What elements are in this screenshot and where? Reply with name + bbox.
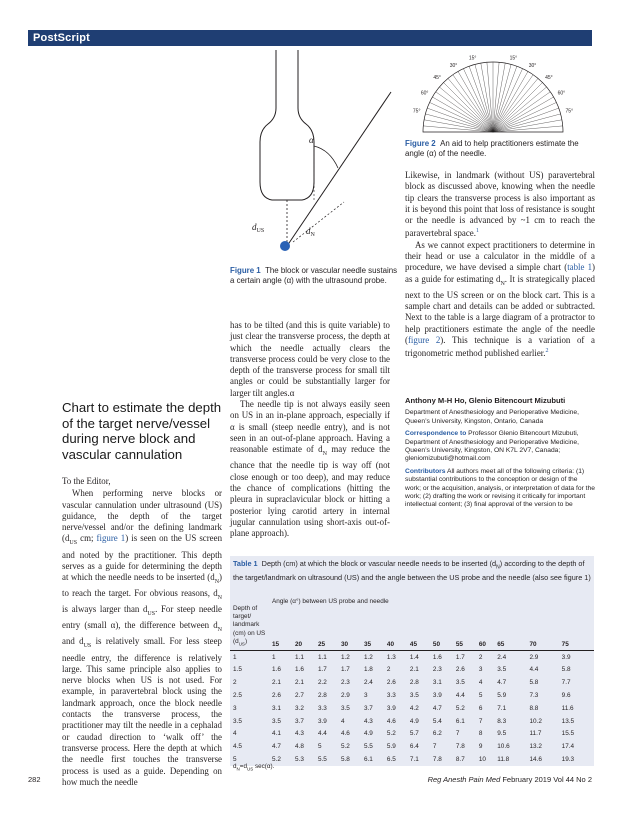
table1-value-cell: 5.3 <box>295 753 318 766</box>
table1-angle-header: 55 <box>455 640 463 648</box>
table1-value-cell: 2.1 <box>409 666 419 674</box>
table1-value-cell: 4.6 <box>386 717 396 725</box>
table1-value-cell: 11.6 <box>562 702 594 715</box>
table1-depth-cell: 5 <box>230 753 272 766</box>
table1-value-cell: 4.3 <box>363 717 373 725</box>
table-row <box>230 728 594 741</box>
table1-value-cell: 6.1 <box>455 717 465 725</box>
table1-value-cell: 4.7 <box>497 676 529 689</box>
protractor-ray <box>493 62 499 132</box>
protractor-angle-label: 75° <box>412 108 421 115</box>
table1-value-cell: 2.3 <box>432 666 442 674</box>
table1-footnote: $d_N=d_{US}$ sec(α). <box>233 763 275 772</box>
table1-value-cell: 4.4 <box>318 728 341 741</box>
table1-value-cell: 5 <box>478 692 483 700</box>
figure1-dn-label: $d_N$ <box>306 226 315 238</box>
protractor-ray <box>475 64 493 132</box>
table1-value-cell: 3.9 <box>317 717 327 725</box>
table1-value-cell: 1.6 <box>433 651 456 664</box>
table1-value-cell: 3.5 <box>456 676 479 689</box>
table1-value-cell: 11.7 <box>529 728 561 741</box>
table1-value-cell: 4.7 <box>272 743 281 751</box>
table1-value-cell: 2.6 <box>272 692 281 700</box>
table1-value-cell: 5.9 <box>497 692 507 700</box>
table1-value-cell: 3.1 <box>272 702 295 715</box>
table1-value-cell: 3.2 <box>295 702 318 715</box>
table1-value-cell: 6.5 <box>387 753 410 766</box>
protractor-ray <box>493 126 563 132</box>
table1-value-cell: 5.5 <box>363 743 373 751</box>
table1-value-cell: 3.3 <box>318 702 341 715</box>
table1-value-cell: 10 <box>479 753 497 766</box>
protractor-angle-label: 60° <box>420 90 429 97</box>
protractor-ray <box>493 69 523 132</box>
protractor-angle-label: 45° <box>433 75 441 81</box>
table1-value-cell: 1.1 <box>295 651 318 664</box>
protractor-angle-label: 45° <box>545 75 553 81</box>
table1-value-cell: 7 <box>478 717 483 725</box>
table1-value-cell: 1.7 <box>317 666 327 674</box>
protractor-angle-label: 15° <box>468 55 477 62</box>
table-row <box>230 689 594 702</box>
needle-line <box>287 92 391 246</box>
table1-value-cell: 2.1 <box>272 676 295 689</box>
table1-value-cell: 2.6 <box>387 676 410 689</box>
figure1-caption <box>230 266 398 286</box>
table1-value-cell: 2.3 <box>341 676 364 689</box>
table1-value-cell: 8.7 <box>456 753 479 766</box>
figure2-label: Figure 2 <box>405 139 436 148</box>
table1-depth-cell: 3 <box>230 702 272 715</box>
table1-depth-cell: 2.5 <box>233 692 242 700</box>
table1-value-cell: 1.6 <box>272 666 281 674</box>
table1-angle-header: 30 <box>340 640 349 648</box>
table-row <box>230 702 594 715</box>
table1-value-cell: 3 <box>478 666 483 674</box>
table1-depth-cell: 2 <box>230 676 272 689</box>
table-row <box>230 753 594 766</box>
table1-value-cell: 2.9 <box>529 651 561 664</box>
table1-value-cell: 2.6 <box>455 666 465 674</box>
table1-angle-header: 40 <box>386 640 395 648</box>
table1-value-cell: 6 <box>479 702 497 715</box>
table1-value-cell: 8 <box>479 728 497 741</box>
table1-value-cell: 3.3 <box>386 692 396 700</box>
table1-value-cell: 3.7 <box>294 717 304 725</box>
table1-value-cell: 7 <box>456 728 479 741</box>
table1-value-cell: 6.4 <box>409 743 419 751</box>
table1-value-cell: 3.9 <box>387 702 410 715</box>
journal-citation: Reg Anesth Pain Med February 2019 Vol 44 No 2 <box>427 775 592 784</box>
table1-value-cell: 5.8 <box>529 676 561 689</box>
table1-body <box>230 651 594 766</box>
table1-value-cell: 3.5 <box>341 702 364 715</box>
table1-value-cell: 5.2 <box>387 728 410 741</box>
table1-depth-header: Depth of target/ landmark (cm) on US $(d_{US})$ <box>233 605 266 647</box>
table1-value-cell: 9.5 <box>497 728 529 741</box>
author-block <box>405 397 595 510</box>
table1-value-cell: 7 <box>432 743 437 751</box>
protractor-angle-label: 60° <box>557 90 566 97</box>
table1-depth-cell: 1.5 <box>233 666 242 674</box>
table1-depth-cell: 4 <box>230 728 272 741</box>
protractor-ray <box>423 126 493 132</box>
table1-value-cell: 4.6 <box>341 728 364 741</box>
protractor-ray <box>493 114 561 132</box>
table1-value-cell: 5.8 <box>561 666 571 674</box>
page-number: 282 <box>28 775 41 784</box>
table1-value-cell: 2.2 <box>318 676 341 689</box>
table1-angle-header: 70 <box>529 640 537 648</box>
table1-value-cell: 1 <box>272 651 295 664</box>
protractor-angle-label: 30° <box>528 63 537 69</box>
table1-value-cell: 5.8 <box>341 753 364 766</box>
table1-value-cell: 19.3 <box>562 753 594 766</box>
table1-value-cell: 3.1 <box>433 676 456 689</box>
table1-value-cell: 3.5 <box>272 717 281 725</box>
table1-value-cell: 2.4 <box>364 676 387 689</box>
table1-value-cell: 1.2 <box>341 651 364 664</box>
table1-value-cell: 2 <box>479 651 497 664</box>
author-names: Anthony M-H Ho, Glenio Bitencourt Mizubuti <box>405 396 566 405</box>
table1-angle-header: 15 <box>272 640 280 648</box>
middle-column <box>230 320 390 539</box>
paragraph-1: When performing nerve blocks or vascular cannulation under ultrasound (US) guidance, the depth of the target nerve/vessel and/or the defining landmark ($d_{US}$ cm; figure 1) is seen on the US screen and noted by the practitioner. This depth serves as a guide for determining the depth at which the needle needs to be inserted $(d_N)$ to reach the target. For obvious reasons, $d_N$ is always larger than $d_{US}$. For steep needle entry (small α), the difference between $d_N$ and $d_{US}$ is relatively small. For less steep needle entry, the difference is relatively large. This same principle also applies to nerve blocks when US is not used. For example, in paravertebral block using the landmark approach, once the block needle contacts the transverse process, the practitioner may tilt the needle in a cephalad or caudad direction to ‘walk off’ the transverse process. Here the depth at which the needle first touches the transverse process is used as a guide. Depending on how much the needle <box>62 488 223 787</box>
table1-value-cell: 11.8 <box>497 753 529 766</box>
table1-value-cell: 5.7 <box>410 728 433 741</box>
table1-value-cell: 3.7 <box>364 702 387 715</box>
table1-value-cell: 8.8 <box>529 702 561 715</box>
table-row <box>230 664 594 677</box>
table1-depth-cell: 3.5 <box>233 717 242 725</box>
table1-value-cell: 2.7 <box>294 692 304 700</box>
table1-value-cell: 3.9 <box>562 651 594 664</box>
protractor-ray <box>463 69 493 132</box>
figure1-caption-text: The block or vascular needle sustains a certain angle (α) with the ultrasound probe. <box>230 266 398 286</box>
table1-value-cell: 5.2 <box>456 702 479 715</box>
protractor-angle-label: 15° <box>509 55 518 62</box>
table1-angle-row <box>230 638 594 651</box>
table1-value-cell: 4.3 <box>295 728 318 741</box>
left-column <box>62 476 222 788</box>
table1-value-cell: 3.5 <box>409 692 419 700</box>
table1-value-cell: 6.1 <box>364 753 387 766</box>
table-row <box>230 651 594 664</box>
paragraph-2-continued: has to be tilted (and this is quite variable) to just clear the transverse process, the depth at which the needle actually clears the transverse process could be very close to the depth of the transverse process for small tilt angles or could be substantially larger for larger tilt angles.α <box>230 320 390 398</box>
table1-value-cell: 13.5 <box>561 717 575 725</box>
table1-value-cell: 15.5 <box>562 728 594 741</box>
table1-angle-header: 25 <box>317 640 326 648</box>
table1-value-cell: 2.4 <box>497 651 529 664</box>
table1-angle-header: 20 <box>294 640 303 648</box>
figure1-link[interactable]: figure 1 <box>96 533 126 544</box>
paragraph-5: As we cannot expect practitioners to determine in their head or use a calculator in the middle of a procedure, we have devised a simple chart (table 1) as a guide for estimating $d_N$. It is strategically placed next to the US screen or on the block cart. This is a sample chart and details can be added or subtracted. Next to the table is a large diagram of a protractor to help practitioners estimate the angle of the needle (figure 2). This technique is a variation of a trigonometric method published earlier.$^2$ <box>405 239 595 359</box>
table1-value-cell: 1.1 <box>318 651 341 664</box>
table1-value-cell: 3.5 <box>497 666 507 674</box>
table1-value-cell: 1.8 <box>363 666 373 674</box>
figure1-alpha-label: α <box>309 135 314 145</box>
figure2-caption-text: An aid to help practitioners estimate the angle (α) of the needle. <box>405 139 579 159</box>
protractor-ray <box>493 64 511 132</box>
table1-angle-group-header: Angle (α°) between US probe and needle <box>272 598 389 605</box>
figure1-dus-label: $d_{US}$ <box>252 222 265 234</box>
table1-value-cell: 1.3 <box>387 651 410 664</box>
table1-value-cell: 2.8 <box>317 692 327 700</box>
table1-value-cell: 2 <box>386 666 391 674</box>
table1-value-cell: 4.8 <box>294 743 304 751</box>
table1-value-cell: 1.2 <box>364 651 387 664</box>
table1-value-cell: 1.4 <box>410 651 433 664</box>
table1-caption: Table 1 Depth (cm) at which the block or vascular needle needs to be inserted $(d_N)$ according to the depth of the target/landmark on ultrasound (US) and the angle between the US probe and the needle (also see figure 1) <box>233 559 591 582</box>
affiliation: Department of Anesthesiology and Perioperative Medicine, Queen’s University, Kingston, Ontario, Canada <box>405 409 579 425</box>
table1-depth-cell: 4.5 <box>233 743 242 751</box>
figure2-link[interactable]: figure 2 <box>407 334 441 345</box>
table1-value-cell: 4.4 <box>529 666 539 674</box>
table1-value-cell: 8.3 <box>497 717 507 725</box>
table1-value-cell: 4.9 <box>364 728 387 741</box>
protractor-angle-label: 30° <box>449 63 458 69</box>
table1-angle-header: 60 <box>478 640 486 648</box>
table1-value-cell: 3.9 <box>432 692 442 700</box>
table1-value-cell: 10.2 <box>529 717 542 725</box>
table1-value-cell: 2.1 <box>295 676 318 689</box>
alpha-arc <box>314 146 338 168</box>
table1-depth-cell: 1 <box>230 651 272 664</box>
table1-value-cell: 9.6 <box>561 692 571 700</box>
protractor-angle-label: 75° <box>565 108 574 115</box>
table1-value-cell: 4 <box>479 676 497 689</box>
correspondence: Correspondence to Professor Glenio Bitencourt Mizubuti, Department of Anesthesiology and Perioperative Medicine, Queen’s University, Kingston, ON K7L 2V7, Canada; gleniomizubuti@hotmail.com <box>405 430 579 463</box>
table1-angle-header: 35 <box>363 640 372 648</box>
table1-value-cell: 4.1 <box>272 728 295 741</box>
table1-value-cell: 17.4 <box>561 743 575 751</box>
table1-angle-header: 50 <box>432 640 440 648</box>
table1-value-cell: 4.4 <box>455 692 465 700</box>
table1-value-cell: 4 <box>340 717 345 725</box>
protractor-ray <box>425 114 493 132</box>
table1-value-cell: 9 <box>478 743 483 751</box>
contributors: Contributors All authors meet all of the following criteria: (1) substantial contributions to the conception or design of the work; or the acquisition, analysis, or interpretation of data for the work; (2) drafting the work or revising it critically for important intellectual content; (3) final approval of the version to be <box>405 467 595 509</box>
protractor-ray <box>487 62 493 132</box>
figure1-label: Figure 1 <box>230 266 261 275</box>
table1-value-cell: 6.2 <box>433 728 456 741</box>
figure2-protractor <box>398 50 584 136</box>
table1-value-cell: 14.6 <box>529 753 561 766</box>
table1-value-cell: 5.4 <box>432 717 442 725</box>
table1-value-cell: 7.3 <box>529 692 539 700</box>
table1-value-cell: 1.7 <box>340 666 350 674</box>
table1-angle-header: 45 <box>409 640 418 648</box>
table1-value-cell: 10.6 <box>497 743 510 751</box>
table1-value-cell: 5 <box>317 743 322 751</box>
table-row <box>230 676 594 689</box>
section-banner <box>28 30 592 46</box>
table1-value-cell: 2.8 <box>410 676 433 689</box>
protractor-ray <box>430 102 493 132</box>
paragraph-3: The needle tip is not always easily seen on US in an in-plane approach, especially if α is small (steep needle entry), and is not seen in an out-of-plane approach. Having a reasonable estimate of $d_N$ may reduce the chance that the needle tip is way off (not close enough or too deep), and may reduce the chance of complications (hitting the pleura in supraclavicular block or hitting a posterior lying carotid artery in internal jugular cannulation using short-axis out-of-plane approach). <box>230 399 390 539</box>
needle-depth-line <box>293 202 344 242</box>
protractor-ray <box>493 102 556 132</box>
table-row <box>230 740 594 753</box>
target-circle <box>280 241 290 251</box>
table1-value-cell: 7.8 <box>433 753 456 766</box>
table1 <box>230 596 594 766</box>
table1-value-cell: 1.6 <box>294 666 304 674</box>
table1-value-cell: 2.9 <box>340 692 350 700</box>
table1-value-cell: 7.8 <box>455 743 465 751</box>
table1-value-cell: 4.7 <box>433 702 456 715</box>
table-row <box>230 715 594 728</box>
table1-value-cell: 4.2 <box>410 702 433 715</box>
table1-value-cell: 7.1 <box>497 702 529 715</box>
right-column <box>405 170 595 359</box>
table1-value-cell: 1.7 <box>456 651 479 664</box>
section-label: PostScript <box>33 32 91 44</box>
figure2-caption <box>405 139 585 159</box>
salutation: To the Editor, <box>62 476 111 486</box>
table1-value-cell: 7.7 <box>562 676 594 689</box>
paragraph-4: Likewise, in landmark (without US) paravertebral block as discussed above, knowing when the needle tip clears the transverse process is also important as it is beyond this point that loss of resistance is sought or the needle is advanced by ~1 cm to reach the paravertebral space.$^1$ <box>405 170 595 239</box>
table1-link[interactable]: table 1 <box>567 262 593 273</box>
article-title: Chart to estimate the depth of the target nerve/vessel during nerve block and vascular cannulation <box>62 400 222 462</box>
table1-value-cell: 7.1 <box>410 753 433 766</box>
table1-value-cell: 3 <box>363 692 368 700</box>
table1-angle-header: 65 <box>497 640 505 648</box>
table1-value-cell: 5.2 <box>272 753 295 766</box>
figure1-diagram <box>238 50 398 262</box>
table1-value-cell: 5.2 <box>340 743 350 751</box>
table1-value-cell: 13.2 <box>529 743 542 751</box>
table1-value-cell: 4.9 <box>409 717 419 725</box>
table1-value-cell: 5.9 <box>386 743 396 751</box>
table1-value-cell: 5.5 <box>318 753 341 766</box>
us-probe <box>260 50 314 200</box>
table1-angle-header: 75 <box>561 640 569 648</box>
